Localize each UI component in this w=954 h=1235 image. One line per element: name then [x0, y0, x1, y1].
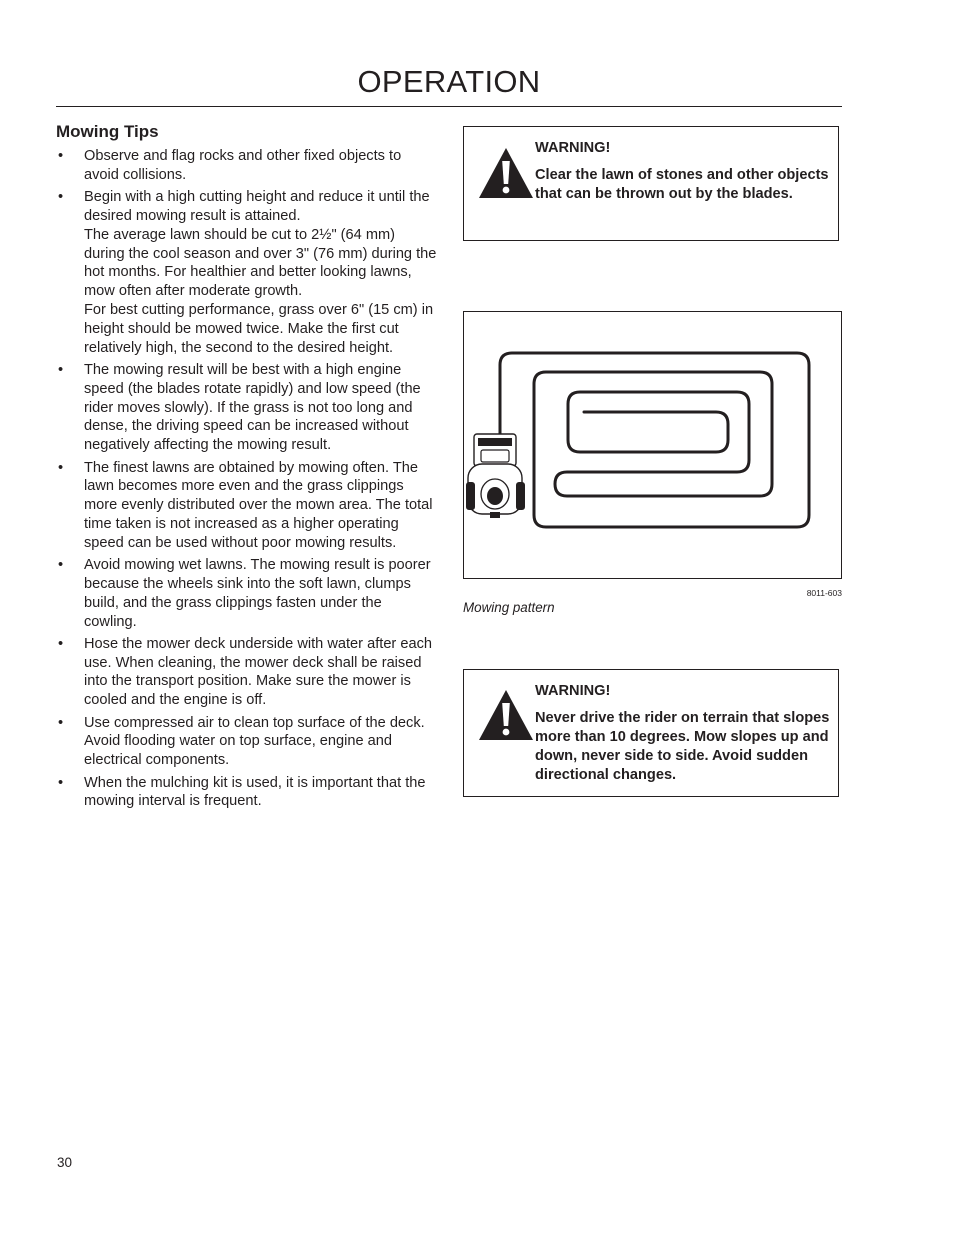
warning-triangle-icon — [478, 689, 534, 741]
list-item — [56, 459, 438, 553]
tip-paragraph: When the mulching kit is used, it is important that the mowing interval is frequent. — [84, 774, 426, 810]
tip-paragraph: The finest lawns are obtained by mowing often. The lawn becomes more even and the grass clippings more evenly distributed over the mown area. The total time taken is not increased as a higher operating speed can be used without poor mowing results. — [84, 459, 433, 551]
title-rule — [56, 106, 842, 107]
list-item — [56, 714, 438, 770]
list-item — [56, 635, 438, 710]
figure-code: 8011-603 — [806, 588, 842, 598]
bullet: • — [58, 557, 64, 574]
bullet: • — [58, 361, 64, 378]
warning-box-slopes — [463, 669, 839, 797]
list-item — [56, 147, 438, 185]
mowing-tips-section — [56, 122, 438, 815]
bullet: • — [58, 714, 64, 731]
tip-paragraph: The mowing result will be best with a high engine speed (the blades rotate rapidly) and low speed (the rider moves slowly). If the grass is not too long and dense, the driving speed can be increased without negatively affecting the mowing result. — [84, 361, 421, 454]
rider-mower-icon — [466, 434, 525, 518]
warning-text — [535, 682, 835, 785]
path-direction-arrows — [500, 353, 809, 527]
mowing-path — [500, 353, 809, 527]
bullet: • — [58, 148, 64, 164]
bullet: • — [58, 774, 64, 791]
list-item — [56, 774, 438, 812]
tip-paragraph: For best cutting performance, grass over 6" (15 cm) in height should be mowed twice. Make the first cut relatively high, the second to the desired height. — [84, 301, 434, 356]
bullet: • — [58, 635, 64, 652]
tip-paragraph: Avoid mowing wet lawns. The mowing result is poorer because the wheels sink into the soft lawn, clumps build, and the grass clippings fasten under the cowling. — [84, 557, 431, 630]
figure-caption: Mowing pattern — [463, 600, 555, 615]
list-item — [56, 556, 438, 631]
mowing-pattern-figure — [463, 311, 842, 579]
list-item — [56, 361, 438, 455]
tip-paragraph: Hose the mower deck underside with water after each use. When cleaning, the mower deck shall be raised into the transport position. Make sure the mower is cooled and the engine is off. — [84, 635, 432, 709]
tip-paragraph: Begin with a high cutting height and reduce it until the desired mowing result is attained. — [84, 189, 430, 224]
warning-heading: WARNING! — [535, 683, 611, 699]
bullet: • — [58, 189, 64, 206]
mowing-tips-list — [56, 147, 438, 811]
warning-triangle-icon — [478, 147, 534, 199]
list-item — [56, 188, 438, 357]
bullet: • — [58, 459, 64, 476]
warning-box-stones — [463, 126, 839, 241]
warning-text — [535, 139, 835, 204]
page-number: 30 — [57, 1155, 73, 1170]
warning-heading: WARNING! — [535, 140, 611, 156]
mowing-pattern-illustration — [464, 312, 840, 577]
warning-body: Never drive the rider on terrain that slopes more than 10 degrees. Mow slopes up and down, never side to side. Avoid sudden directional changes. — [535, 710, 830, 783]
tip-paragraph: Observe and flag rocks and other fixed objects to avoid collisions. — [84, 148, 402, 183]
page-title: OPERATION — [357, 64, 541, 99]
section-heading: Mowing Tips — [56, 122, 159, 141]
tip-paragraph: The average lawn should be cut to 2½" (64 mm) during the cool season and over 3" (76 mm) during the hot months. For healthier and better looking lawns, mow often after moderate growth. — [84, 226, 437, 300]
tip-paragraph: Use compressed air to clean top surface of the deck. Avoid flooding water on top surface, engine and electrical components. — [84, 714, 425, 769]
warning-body: Clear the lawn of stones and other objects that can be thrown out by the blades. — [535, 167, 829, 202]
